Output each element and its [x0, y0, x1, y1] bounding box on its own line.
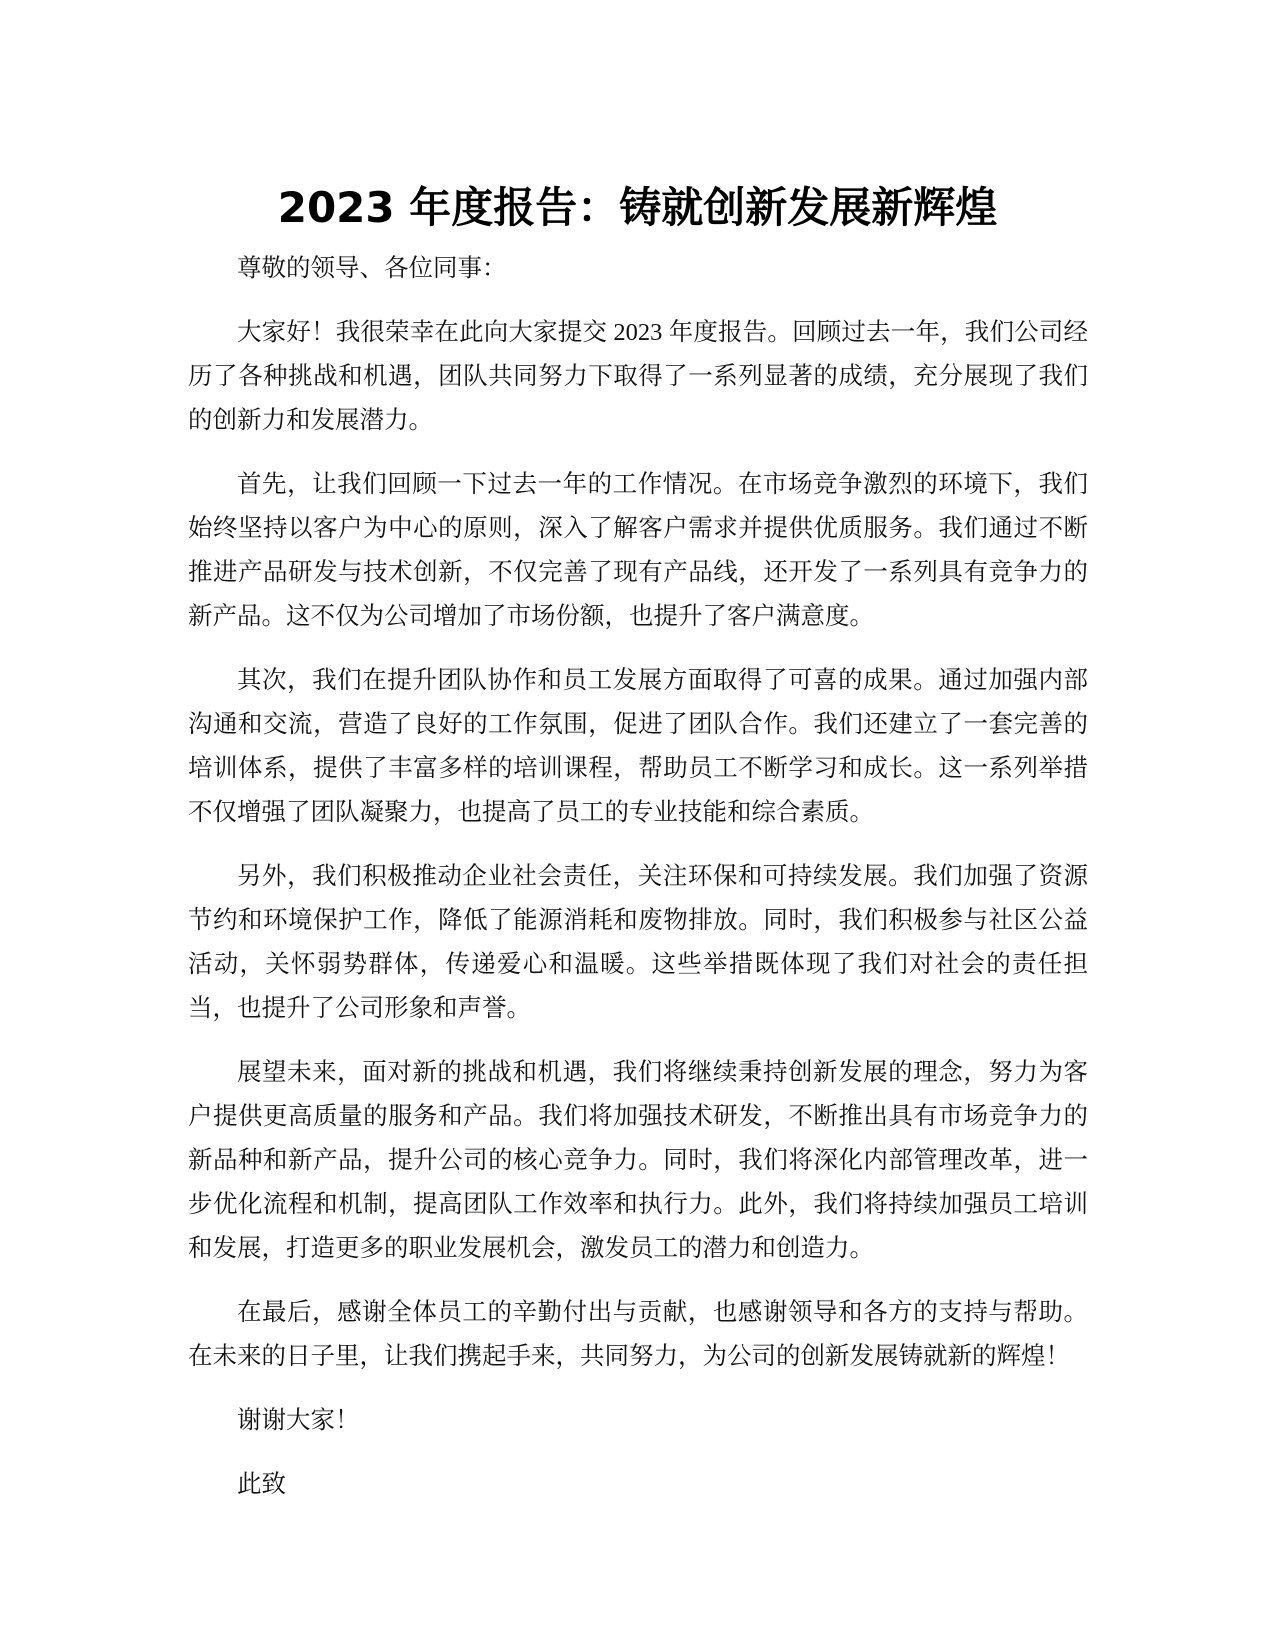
- salutation: 尊敬的领导、各位同事：: [237, 255, 507, 282]
- paragraph-work-review: 首先，让我们回顾一下过去一年的工作情况。在市场竞争激烈的环境下，我们始终坚持以客户为中心的原则，深入了解客户需求并提供优质服务。我们通过不断推进产品研发与技术创新，不仅完善了现有产品线，还开发了一系列具有竞争力的新产品。这不仅为公司增加了市场份额，也提升了客户满意度。: [188, 471, 1088, 630]
- paragraph-social-responsibility: 另外，我们积极推动企业社会责任，关注环保和可持续发展。我们加强了资源节约和环境保护工作，降低了能源消耗和废物排放。同时，我们积极参与社区公益活动，关怀弱势群体，传递爱心和温暖。这些举措既体现了我们对社会的责任担当，也提升了公司形象和声誉。: [188, 863, 1088, 1022]
- document-title: 2023 年度报告：铸就创新发展新辉煌: [277, 183, 998, 233]
- thanks-line: 谢谢大家！: [237, 1407, 360, 1434]
- paragraph-outlook: 展望未来，面对新的挑战和机遇，我们将继续秉持创新发展的理念，努力为客户提供更高质量的服务和产品。我们将加强技术研发，不断推出具有市场竞争力的新品种和新产品，提升公司的核心竞争力。同时，我们将深化内部管理改革，进一步优化流程和机制，提高团队工作效率和执行力。此外，我们将持续加强员工培训和发展，打造更多的职业发展机会，激发员工的潜力和创造力。: [188, 1059, 1088, 1262]
- paragraph-team-development: 其次，我们在提升团队协作和员工发展方面取得了可喜的成果。通过加强内部沟通和交流，营造了良好的工作氛围，促进了团队合作。我们还建立了一套完善的培训体系，提供了丰富多样的培训课程，帮助员工不断学习和成长。这一系列举措不仅增强了团队凝聚力，也提高了员工的专业技能和综合素质。: [188, 667, 1088, 826]
- paragraph-acknowledgement: 在最后，感谢全体员工的辛勤付出与贡献，也感谢领导和各方的支持与帮助。在未来的日子里，让我们携起手来，共同努力，为公司的创新发展铸就新的辉煌！: [188, 1299, 1088, 1370]
- closing-line: 此致: [237, 1471, 286, 1498]
- document-body: [188, 247, 1088, 1527]
- paragraph-intro: 大家好！我很荣幸在此向大家提交 2023 年度报告。回顾过去一年，我们公司经历了各种挑战和机遇，团队共同努力下取得了一系列显著的成绩，充分展现了我们的创新力和发展潜力。: [188, 319, 1088, 434]
